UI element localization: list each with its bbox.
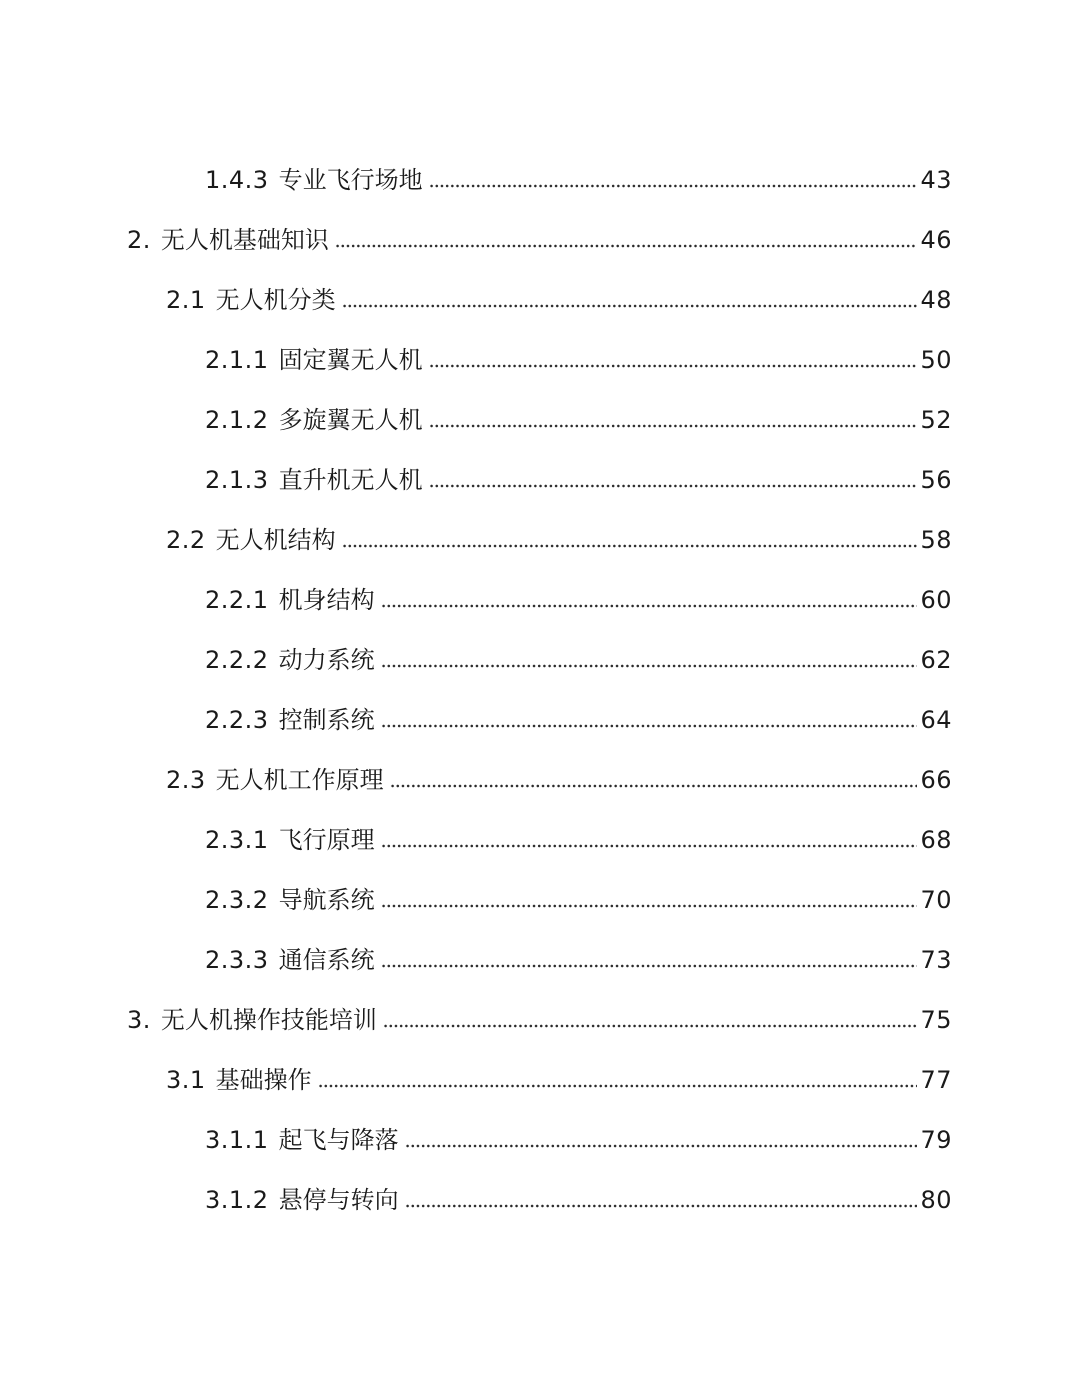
dot-leader xyxy=(429,363,918,369)
dot-leader xyxy=(381,903,918,909)
dot-leader xyxy=(383,1023,918,1029)
toc-entry[interactable] xyxy=(0,930,1080,990)
toc-entry-number: 2.3.1 xyxy=(205,826,269,854)
toc-entry-page-number: 75 xyxy=(920,1006,952,1034)
toc-entry-page-number: 68 xyxy=(920,826,952,854)
toc-entry[interactable] xyxy=(0,510,1080,570)
toc-entry-number: 2.2.2 xyxy=(205,646,269,674)
toc-entry-title: 控制系统 xyxy=(278,706,375,734)
toc-entry-number: 2. xyxy=(127,226,151,254)
toc-entry-page-number: 73 xyxy=(920,946,952,974)
toc-entry[interactable] xyxy=(0,1110,1080,1170)
toc-entry-number: 3.1.1 xyxy=(205,1126,269,1154)
toc-entry-page-number: 62 xyxy=(920,646,952,674)
toc-entry-page-number: 80 xyxy=(920,1186,952,1214)
toc-entry-number: 2.3.2 xyxy=(205,886,269,914)
toc-entry[interactable] xyxy=(0,1050,1080,1110)
toc-entry-page-number: 48 xyxy=(920,286,952,314)
dot-leader xyxy=(405,1143,918,1149)
toc-entry[interactable] xyxy=(0,1170,1080,1230)
toc-entry-title: 机身结构 xyxy=(278,586,375,614)
toc-entry-title: 直升机无人机 xyxy=(278,466,423,494)
toc-entry-page-number: 79 xyxy=(920,1126,952,1154)
toc-entry[interactable] xyxy=(0,390,1080,450)
toc-entry[interactable] xyxy=(0,270,1080,330)
toc-entry-page-number: 77 xyxy=(920,1066,952,1094)
toc-entry-title: 动力系统 xyxy=(278,646,375,674)
dot-leader xyxy=(429,483,918,489)
dot-leader xyxy=(342,543,918,549)
dot-leader xyxy=(318,1083,918,1089)
toc-entry[interactable] xyxy=(0,750,1080,810)
toc-entry-title: 固定翼无人机 xyxy=(278,346,423,374)
dot-leader xyxy=(381,603,918,609)
toc-entry-page-number: 46 xyxy=(920,226,952,254)
toc-entry-page-number: 70 xyxy=(920,886,952,914)
toc-entry-title: 无人机结构 xyxy=(215,526,336,554)
table-of-contents xyxy=(0,150,1080,1230)
toc-entry-title: 飞行原理 xyxy=(278,826,375,854)
toc-entry-page-number: 50 xyxy=(920,346,952,374)
toc-entry-title: 无人机操作技能培训 xyxy=(160,1006,377,1034)
toc-entry[interactable] xyxy=(0,690,1080,750)
toc-entry-number: 2.1.3 xyxy=(205,466,269,494)
toc-entry-title: 基础操作 xyxy=(215,1066,312,1094)
toc-entry-page-number: 64 xyxy=(920,706,952,734)
toc-entry[interactable] xyxy=(0,150,1080,210)
toc-entry-title: 专业飞行场地 xyxy=(278,166,423,194)
toc-entry-number: 2.1.2 xyxy=(205,406,269,434)
toc-entry[interactable] xyxy=(0,810,1080,870)
toc-entry[interactable] xyxy=(0,330,1080,390)
toc-entry-number: 2.1 xyxy=(166,286,206,314)
dot-leader xyxy=(405,1203,918,1209)
toc-entry-number: 3.1 xyxy=(166,1066,206,1094)
toc-entry-number: 2.1.1 xyxy=(205,346,269,374)
toc-entry-title: 导航系统 xyxy=(278,886,375,914)
dot-leader xyxy=(342,303,918,309)
toc-entry[interactable] xyxy=(0,630,1080,690)
toc-entry[interactable] xyxy=(0,450,1080,510)
dot-leader xyxy=(381,663,918,669)
toc-entry-page-number: 56 xyxy=(920,466,952,494)
toc-entry[interactable] xyxy=(0,570,1080,630)
dot-leader xyxy=(429,423,918,429)
toc-entry-number: 3.1.2 xyxy=(205,1186,269,1214)
toc-entry-number: 2.3.3 xyxy=(205,946,269,974)
toc-entry-page-number: 43 xyxy=(920,166,952,194)
toc-entry-title: 无人机分类 xyxy=(215,286,336,314)
dot-leader xyxy=(335,243,918,249)
toc-entry-page-number: 52 xyxy=(920,406,952,434)
toc-entry[interactable] xyxy=(0,990,1080,1050)
toc-entry-page-number: 60 xyxy=(920,586,952,614)
toc-entry-title: 无人机工作原理 xyxy=(215,766,384,794)
toc-entry-number: 2.2.1 xyxy=(205,586,269,614)
toc-entry-title: 起飞与降落 xyxy=(278,1126,399,1154)
toc-entry-number: 1.4.3 xyxy=(205,166,269,194)
toc-entry-number: 2.2.3 xyxy=(205,706,269,734)
toc-entry-page-number: 58 xyxy=(920,526,952,554)
dot-leader xyxy=(381,843,918,849)
toc-entry-title: 多旋翼无人机 xyxy=(278,406,423,434)
toc-entry-title: 通信系统 xyxy=(278,946,375,974)
toc-entry-number: 2.3 xyxy=(166,766,206,794)
dot-leader xyxy=(429,183,918,189)
toc-entry-number: 3. xyxy=(127,1006,151,1034)
toc-entry-page-number: 66 xyxy=(920,766,952,794)
toc-entry-number: 2.2 xyxy=(166,526,206,554)
toc-entry[interactable] xyxy=(0,870,1080,930)
toc-entry[interactable] xyxy=(0,210,1080,270)
toc-entry-title: 悬停与转向 xyxy=(278,1186,399,1214)
dot-leader xyxy=(381,723,918,729)
toc-entry-title: 无人机基础知识 xyxy=(160,226,329,254)
dot-leader xyxy=(381,963,918,969)
dot-leader xyxy=(390,783,918,789)
